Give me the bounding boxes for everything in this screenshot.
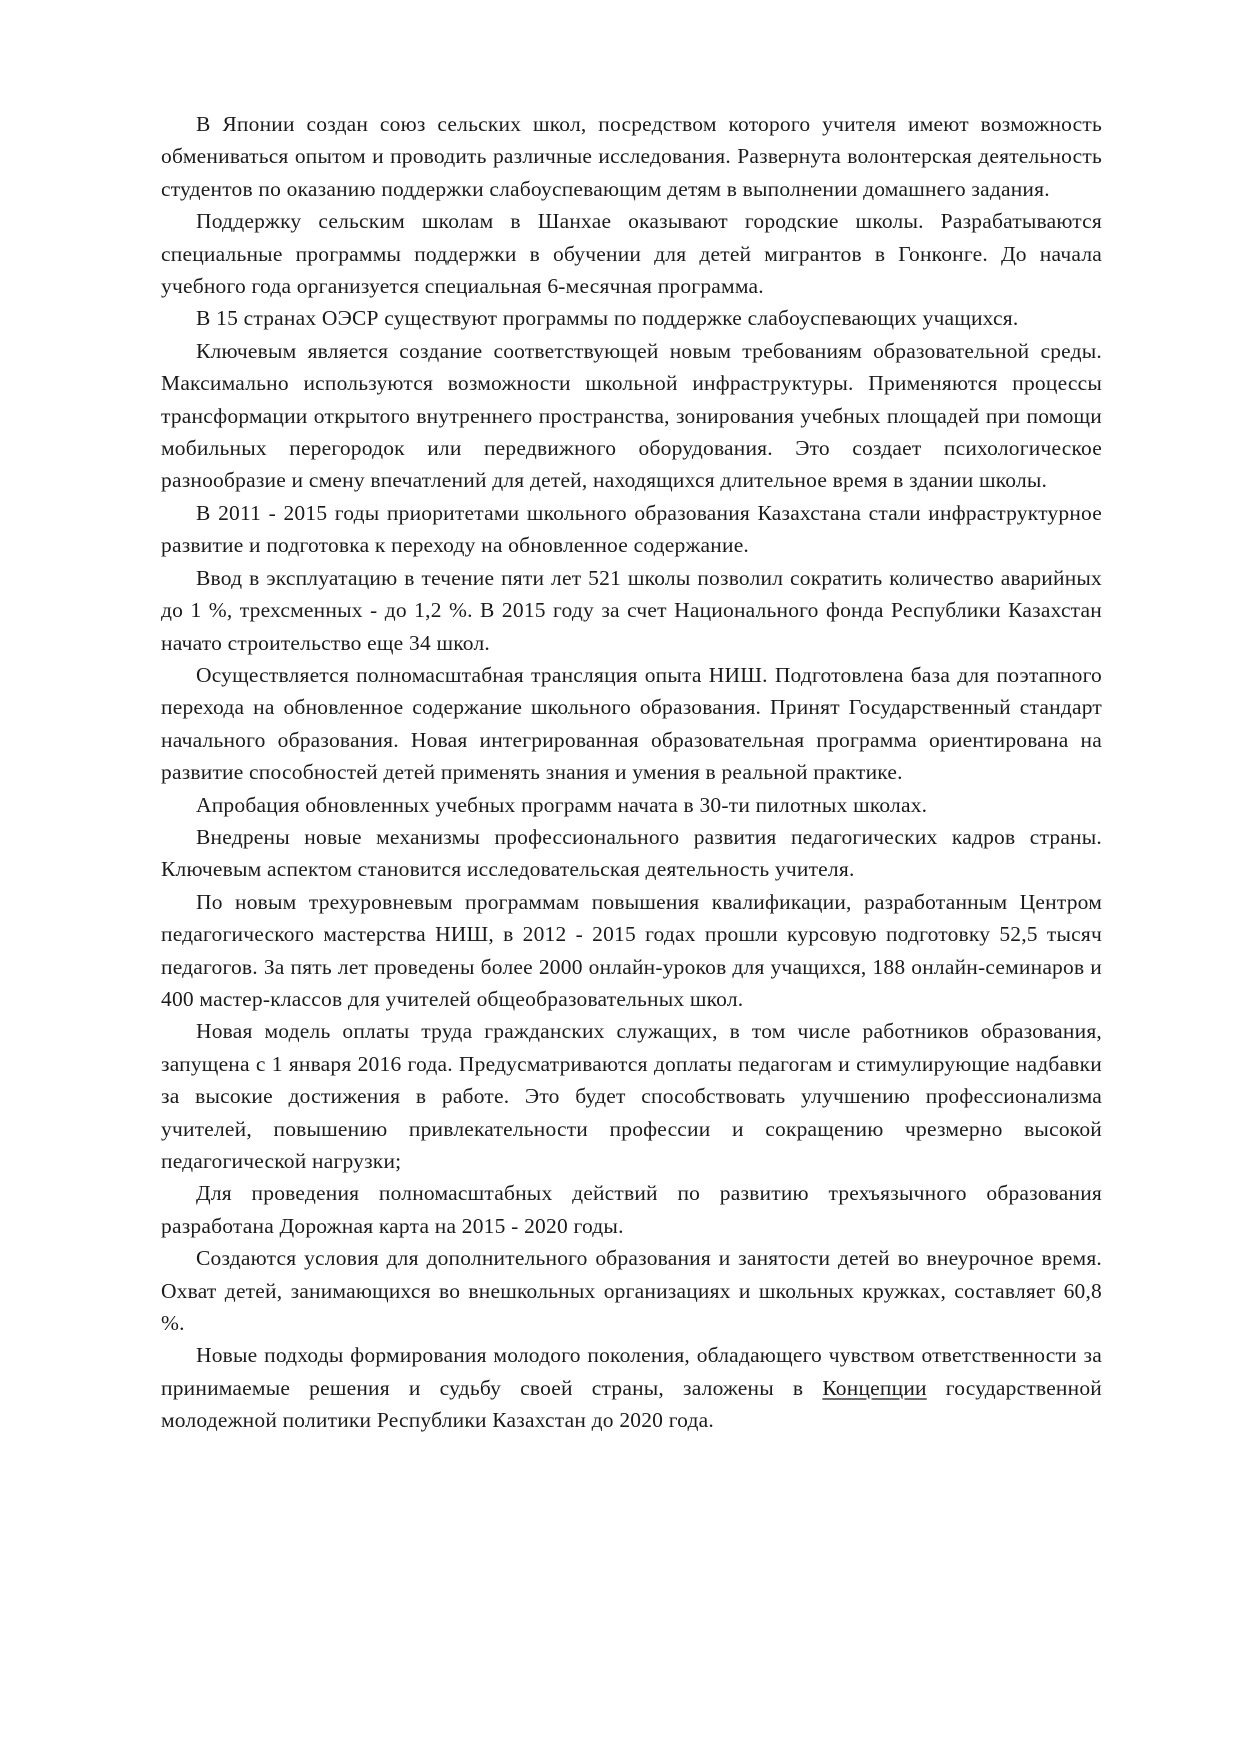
paragraph: Поддержку сельским школам в Шанхае оказывают городские школы. Разрабатываются специальные программы поддержки в обучении для детей мигрантов в Гонконге. До начала учебного года организуется специальная 6-месячная программа. [161,209,1102,299]
paragraph: В 15 странах ОЭСР существуют программы по поддержке слабоуспевающих учащихся. [196,306,1019,331]
paragraph: В Японии создан союз сельских школ, посредством которого учителя имеют возможность обмениваться опытом и проводить различные исследования. Развернута волонтерская деятельность студентов по оказанию поддержки слабоуспевающим детям в выполнении домашнего задания. [161,112,1102,201]
document-text-block [161,108,1102,1437]
paragraph: Новая модель оплаты труда гражданских служащих, в том числе работников образования, запущена с 1 января 2016 года. Предусматриваются доплаты педагогам и стимулирующие надбавки за высокие достижения в работе. Это будет способствовать улучшению профессионализма учителей, повышению привлекательности профессии и сокращению чрезмерно высокой педагогической нагрузки; [161,1019,1102,1173]
paragraph: Ключевым является создание соответствующей новым требованиям образовательной среды. Максимально используются возможности школьной инфраструктуры. Применяются процессы трансформации открытого внутреннего пространства, зонирования учебных площадей при помощи мобильных перегородок или передвижного оборудования. Это создает психологическое разнообразие и смену впечатлений для детей, находящихся длительное время в здании школы. [161,338,1102,493]
paragraph: В 2011 - 2015 годы приоритетами школьного образования Казахстана стали инфраструктурное развитие и подготовка к переходу на обновленное содержание. [161,500,1102,558]
underlined-term: Концепции [822,1375,927,1400]
paragraph-segment: государственной молодежной политики Республики Казахстан до 2020 года. [161,1375,1103,1433]
paragraph: Апробация обновленных учебных программ начата в 30-ти пилотных школах. [196,792,928,817]
paragraph: Ввод в эксплуатацию в течение пяти лет 521 школы позволил сократить количество аварийных до 1 %, трехсменных - до 1,2 %. В 2015 году за счет Национального фонда Республики Казахстан начато строительство еще 34 школ. [161,565,1102,655]
paragraph: Осуществляется полномасштабная трансляция опыта НИШ. Подготовлена база для поэтапного перехода на обновленное содержание школьного образования. Принят Государственный стандарт начального образования. Новая интегрированная образовательная программа ориентирована на развитие способностей детей применять знания и умения в реальной практике. [161,662,1102,785]
paragraph: Внедрены новые механизмы профессионального развития педагогических кадров страны. Ключевым аспектом становится исследовательская деятельность учителя. [161,824,1102,882]
paragraph [161,1339,1102,1436]
paragraph-segment: Новые подходы формирования молодого поколения, обладающего чувством ответственности за принимаемые решения и судьбу своей страны, заложены в [161,1343,1102,1400]
paragraph: Создаются условия для дополнительного образования и занятости детей во внеурочное время. Охват детей, занимающихся во внешкольных организациях и школьных кружках, составляет 60,8 %. [161,1246,1102,1336]
paragraph: Для проведения полномасштабных действий по развитию трехъязычного образования разработана Дорожная карта на 2015 - 2020 годы. [161,1181,1102,1238]
paragraph: По новым трехуровневым программам повышения квалификации, разработанным Центром педагогического мастерства НИШ, в 2012 - 2015 годах прошли курсовую подготовку 52,5 тысяч педагогов. За пять лет проведены более 2000 онлайн-уроков для учащихся, 188 онлайн-семинаров и 400 мастер-классов для учителей общеобразовательных школ. [161,889,1102,1011]
